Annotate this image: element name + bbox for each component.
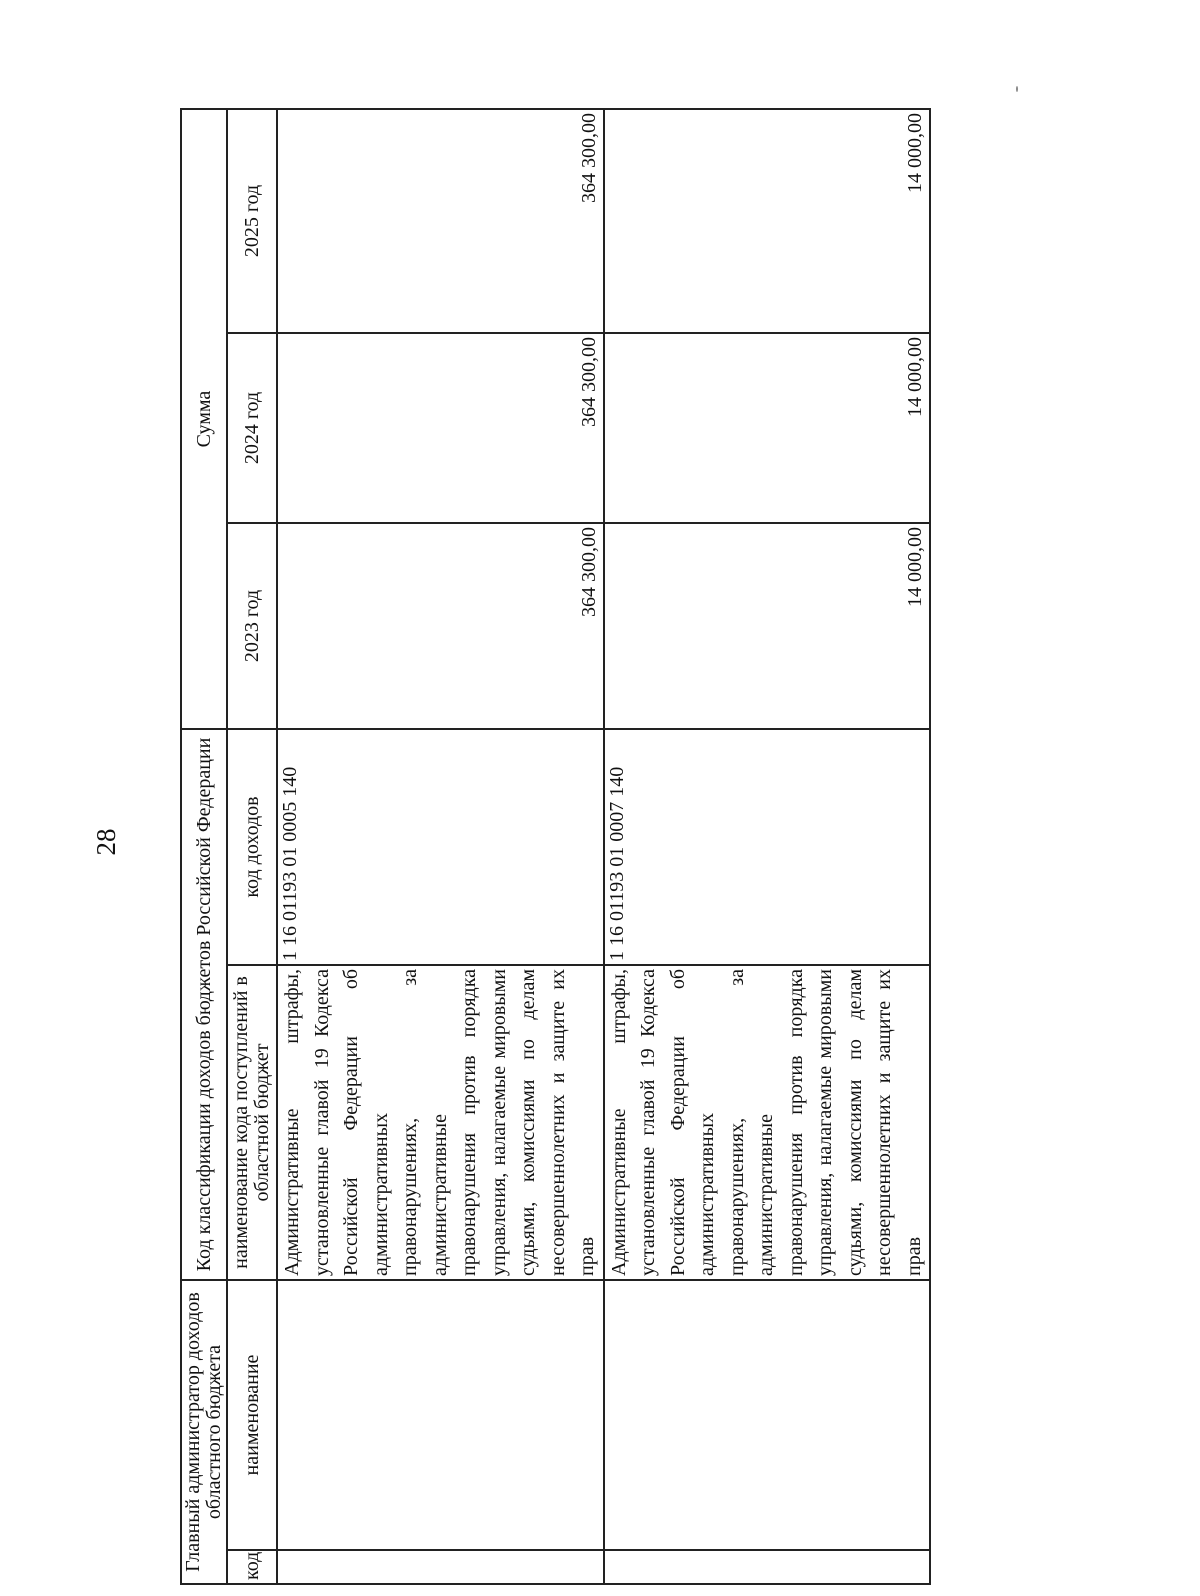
sum-2024-cell: 14 000,00 — [604, 333, 931, 523]
sum-2023-cell: 14 000,00 — [604, 523, 931, 729]
income-code-cell: 1 16 01193 01 0007 140 — [604, 729, 931, 965]
header-year-2025: 2025 год — [227, 109, 277, 333]
page-number: 28 — [91, 828, 121, 856]
admin-code-cell — [604, 1550, 931, 1584]
header-row-top — [181, 109, 227, 1584]
admin-name-cell — [277, 1280, 604, 1550]
table-row — [604, 109, 931, 1584]
income-name-cell: Административные штрафы, установленные главой 19 Кодекса Российской Федерации об административных правонарушениях, за административные правонарушения против порядка управления, налагаемые мировыми судьями, комиссиями по делам несовершеннолетних и защите их прав — [277, 965, 604, 1280]
income-table — [180, 108, 931, 1585]
sum-2023-cell: 364 300,00 — [277, 523, 604, 729]
header-row-bottom — [227, 109, 277, 1584]
admin-name-cell — [604, 1280, 931, 1550]
header-classification-group: Код классификации доходов бюджетов Российской Федерации — [181, 729, 227, 1280]
table-row — [277, 109, 604, 1584]
header-year-2023: 2023 год — [227, 523, 277, 729]
scan-speck — [1016, 86, 1018, 92]
document-table-area — [180, 110, 926, 1585]
header-year-2024: 2024 год — [227, 333, 277, 523]
sum-2025-cell: 364 300,00 — [277, 109, 604, 333]
sum-2025-cell: 14 000,00 — [604, 109, 931, 333]
header-admin-group: Главный администратор доходов областного бюджета — [181, 1280, 227, 1584]
header-sum-group: Сумма — [181, 109, 227, 729]
income-name-cell: Административные штрафы, установленные главой 19 Кодекса Российской Федерации об административных правонарушениях, за административные правонарушения против порядка управления, налагаемые мировыми судьями, комиссиями по делам несовершеннолетних и защите их прав — [604, 965, 931, 1280]
sum-2024-cell: 364 300,00 — [277, 333, 604, 523]
header-admin-name: наименование — [227, 1280, 277, 1550]
header-admin-code: код — [227, 1550, 277, 1584]
rotated-table-container — [180, 110, 926, 1585]
admin-code-cell — [277, 1550, 604, 1584]
income-code-cell: 1 16 01193 01 0005 140 — [277, 729, 604, 965]
header-income-code: код доходов — [227, 729, 277, 965]
header-income-name: наименование кода поступлений в областной бюджет — [227, 965, 277, 1280]
